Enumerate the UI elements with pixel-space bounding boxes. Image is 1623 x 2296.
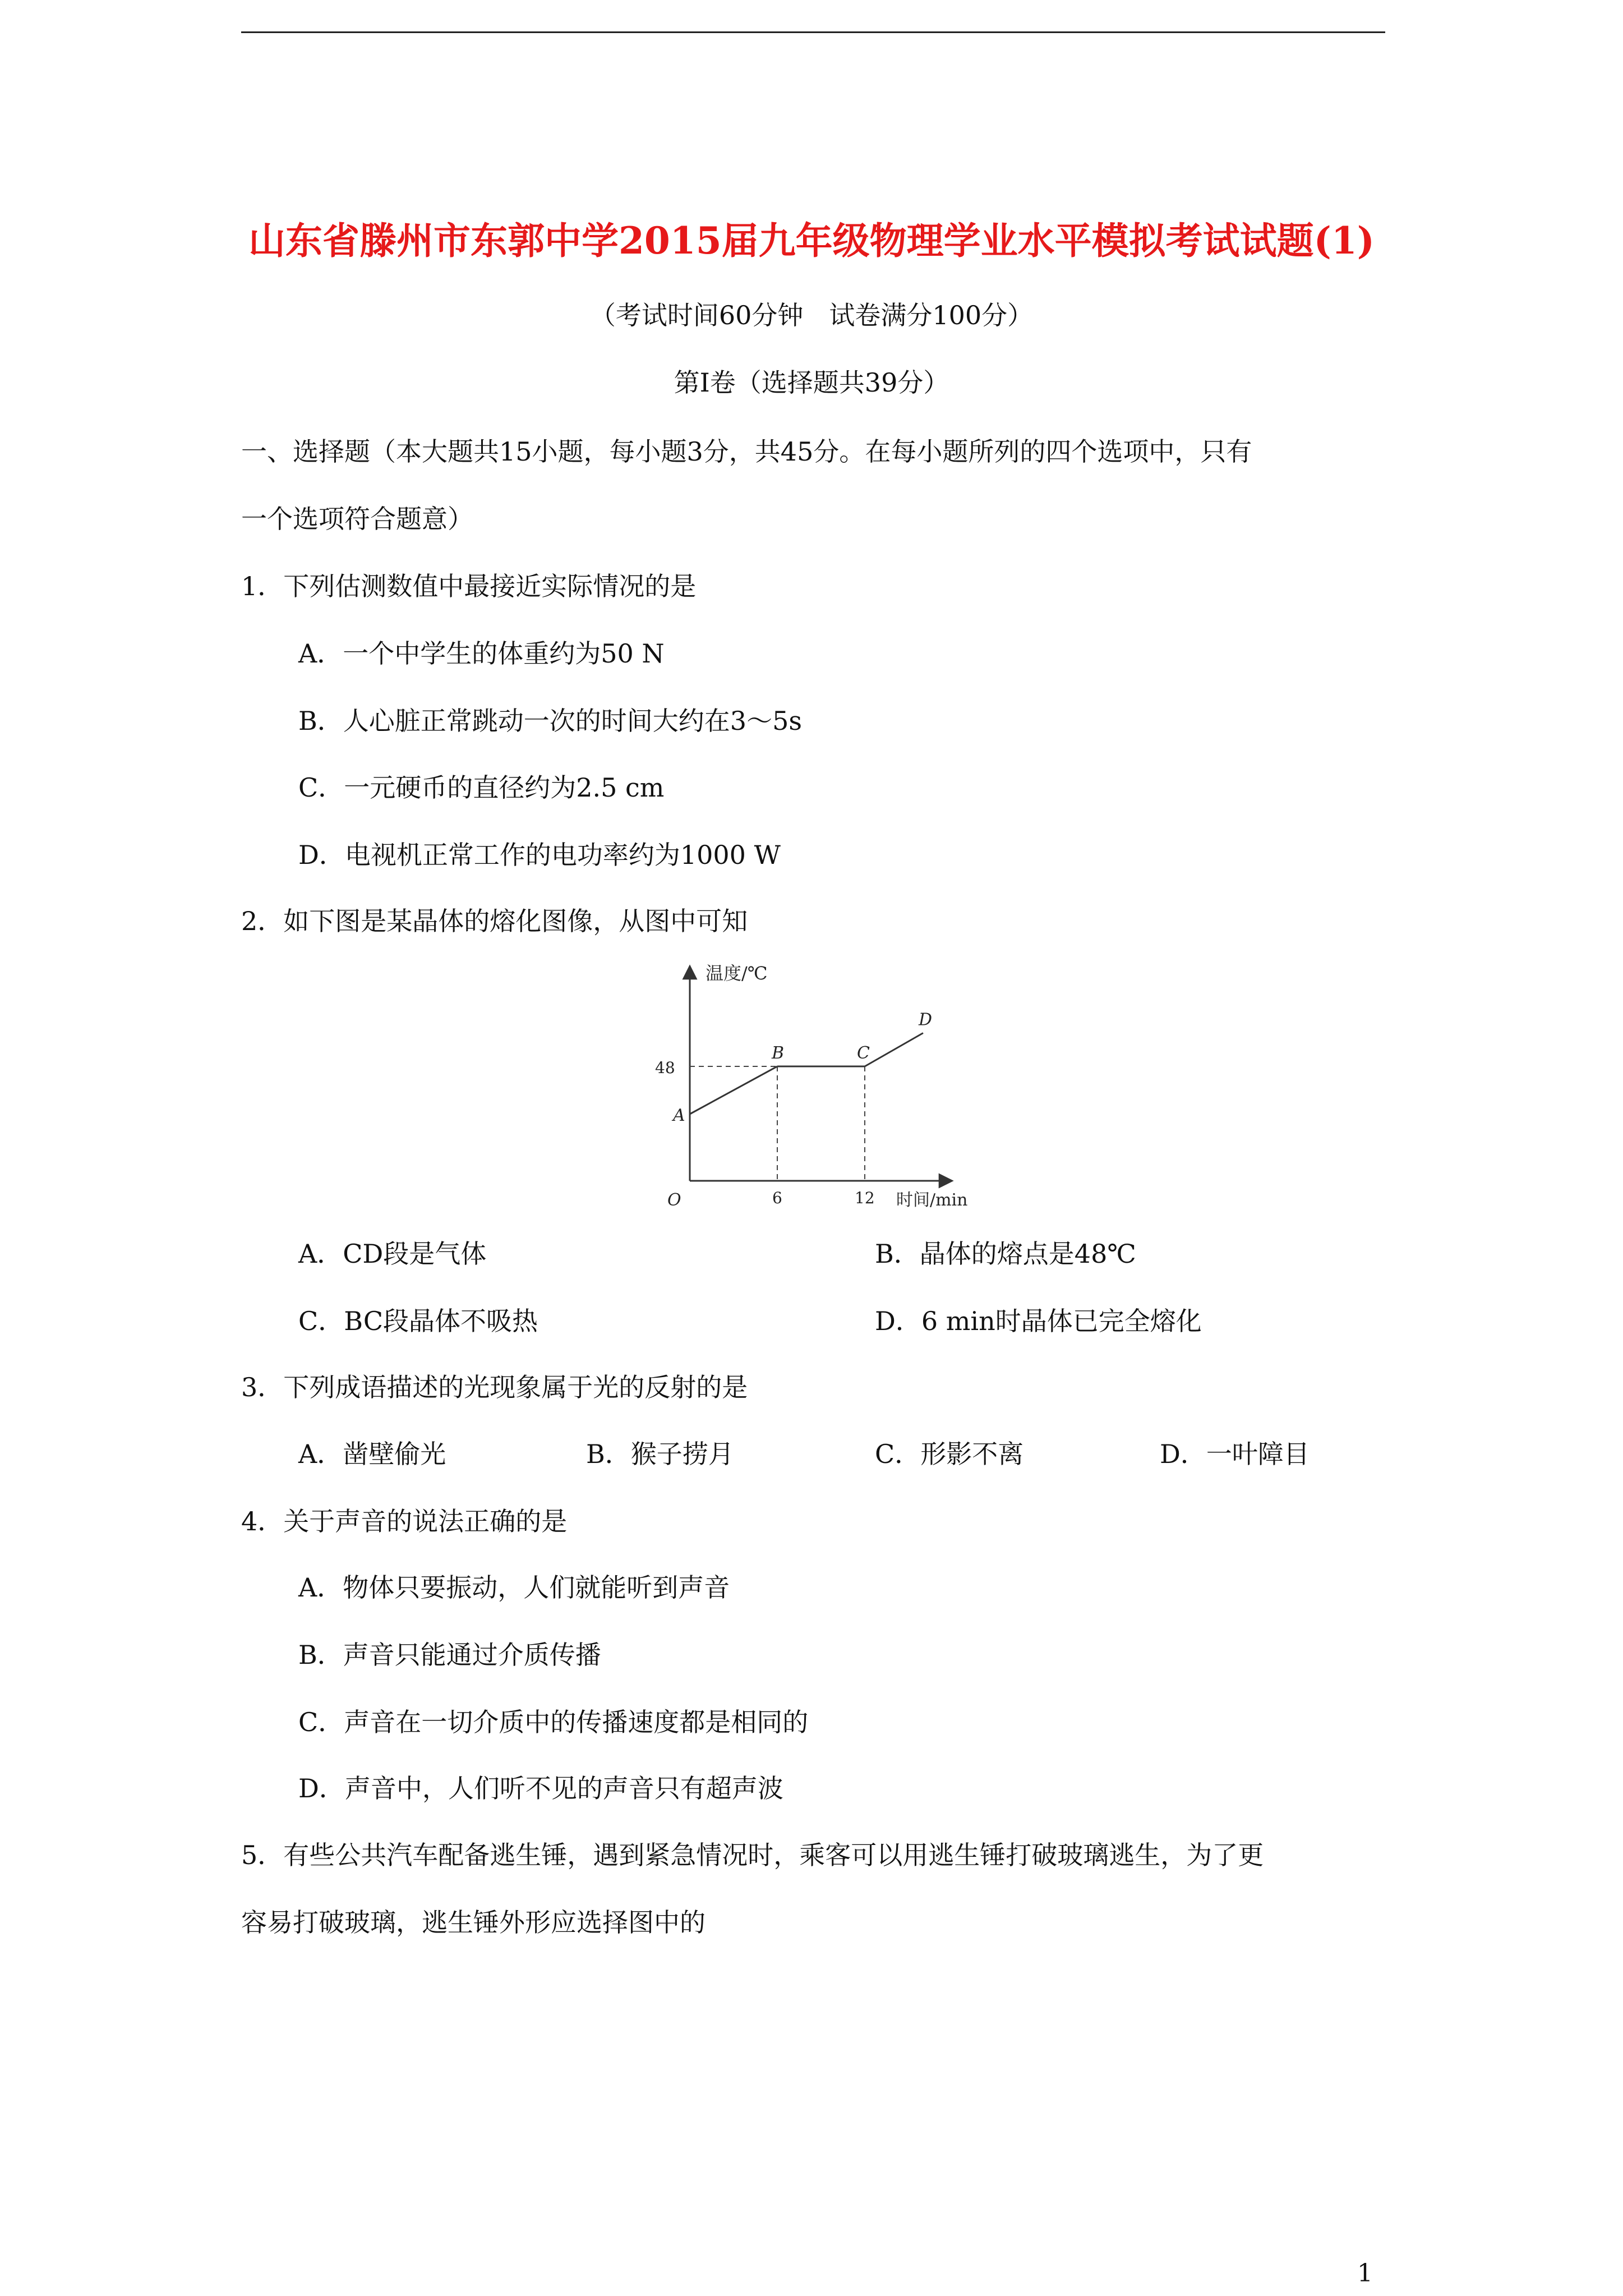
x-axis-label: 时间/min: [896, 1190, 968, 1210]
question-5-stem-line-2: 容易打破玻璃，逃生锤外形应选择图中的: [241, 1907, 706, 1938]
y-axis-label: 温度/℃: [706, 963, 768, 984]
question-1-option-b: B．人心脏正常跳动一次的时间大约在3～5s: [298, 706, 802, 736]
question-4-option-d: D．声音中，人们听不见的声音只有超声波: [298, 1773, 783, 1803]
question-4-stem: 4．关于声音的说法正确的是: [241, 1506, 568, 1536]
x-tick-label-6: 6: [772, 1189, 782, 1207]
y-tick-label: 48: [655, 1059, 675, 1077]
point-label-c: C: [857, 1043, 870, 1063]
exam-info: （考试时间60分钟 试卷满分100分）: [589, 300, 1034, 330]
instructions-line-2: 一个选项符合题意）: [241, 504, 473, 534]
question-3-option-a: A．凿壁偷光: [298, 1439, 446, 1469]
x-tick-label-12: 12: [855, 1189, 875, 1207]
question-3-stem: 3．下列成语描述的光现象属于光的反射的是: [241, 1372, 748, 1402]
point-label-b: B: [772, 1043, 785, 1063]
instructions-line-1: 一、选择题（本大题共15小题，每小题3分，共45分。在每小题所列的四个选项中，只有: [241, 436, 1252, 467]
section-heading: 第Ⅰ卷（选择题共39分）: [674, 367, 949, 398]
question-2-option-a: A．CD段是气体: [298, 1239, 487, 1269]
question-1-option-a: A．一个中学生的体重约为50 N: [298, 638, 665, 669]
question-2-stem: 2．如下图是某晶体的熔化图像，从图中可知: [241, 906, 748, 936]
page-number: 1: [1357, 2259, 1373, 2288]
question-3-option-d: D．一叶障目: [1160, 1439, 1310, 1469]
question-3-option-b: B．猴子捞月: [586, 1439, 734, 1469]
question-2-option-d: D．6 min时晶体已完全熔化: [875, 1306, 1202, 1336]
question-2-option-b: B．晶体的熔点是48℃: [875, 1239, 1136, 1269]
melting-curve-figure: [628, 954, 987, 1217]
segment-CD: [865, 1033, 923, 1067]
origin-label: O: [667, 1190, 681, 1210]
question-5-stem-line-1: 5．有些公共汽车配备逃生锤，遇到紧急情况时，乘客可以用逃生锤打破玻璃逃生，为了更: [241, 1840, 1264, 1870]
question-3-option-c: C．形影不离: [875, 1439, 1024, 1469]
page-title: 山东省滕州市东郭中学2015届九年级物理学业水平模拟考试试题(1): [248, 219, 1375, 263]
question-4-option-b: B．声音只能通过介质传播: [298, 1640, 601, 1670]
point-label-d: D: [919, 1010, 933, 1030]
question-4-option-c: C．声音在一切介质中的传播速度都是相同的: [298, 1707, 809, 1737]
question-1-stem: 1．下列估测数值中最接近实际情况的是: [241, 571, 697, 601]
question-2-option-c: C．BC段晶体不吸热: [298, 1306, 538, 1336]
question-4-option-a: A．物体只要振动，人们就能听到声音: [298, 1572, 730, 1603]
point-label-a: A: [673, 1106, 685, 1125]
question-1-option-d: D．电视机正常工作的电功率约为1000 W: [298, 840, 781, 870]
segment-AB: [690, 1066, 777, 1114]
header-rule: [241, 31, 1385, 33]
question-1-option-c: C．一元硬币的直径约为2.5 cm: [298, 772, 665, 803]
